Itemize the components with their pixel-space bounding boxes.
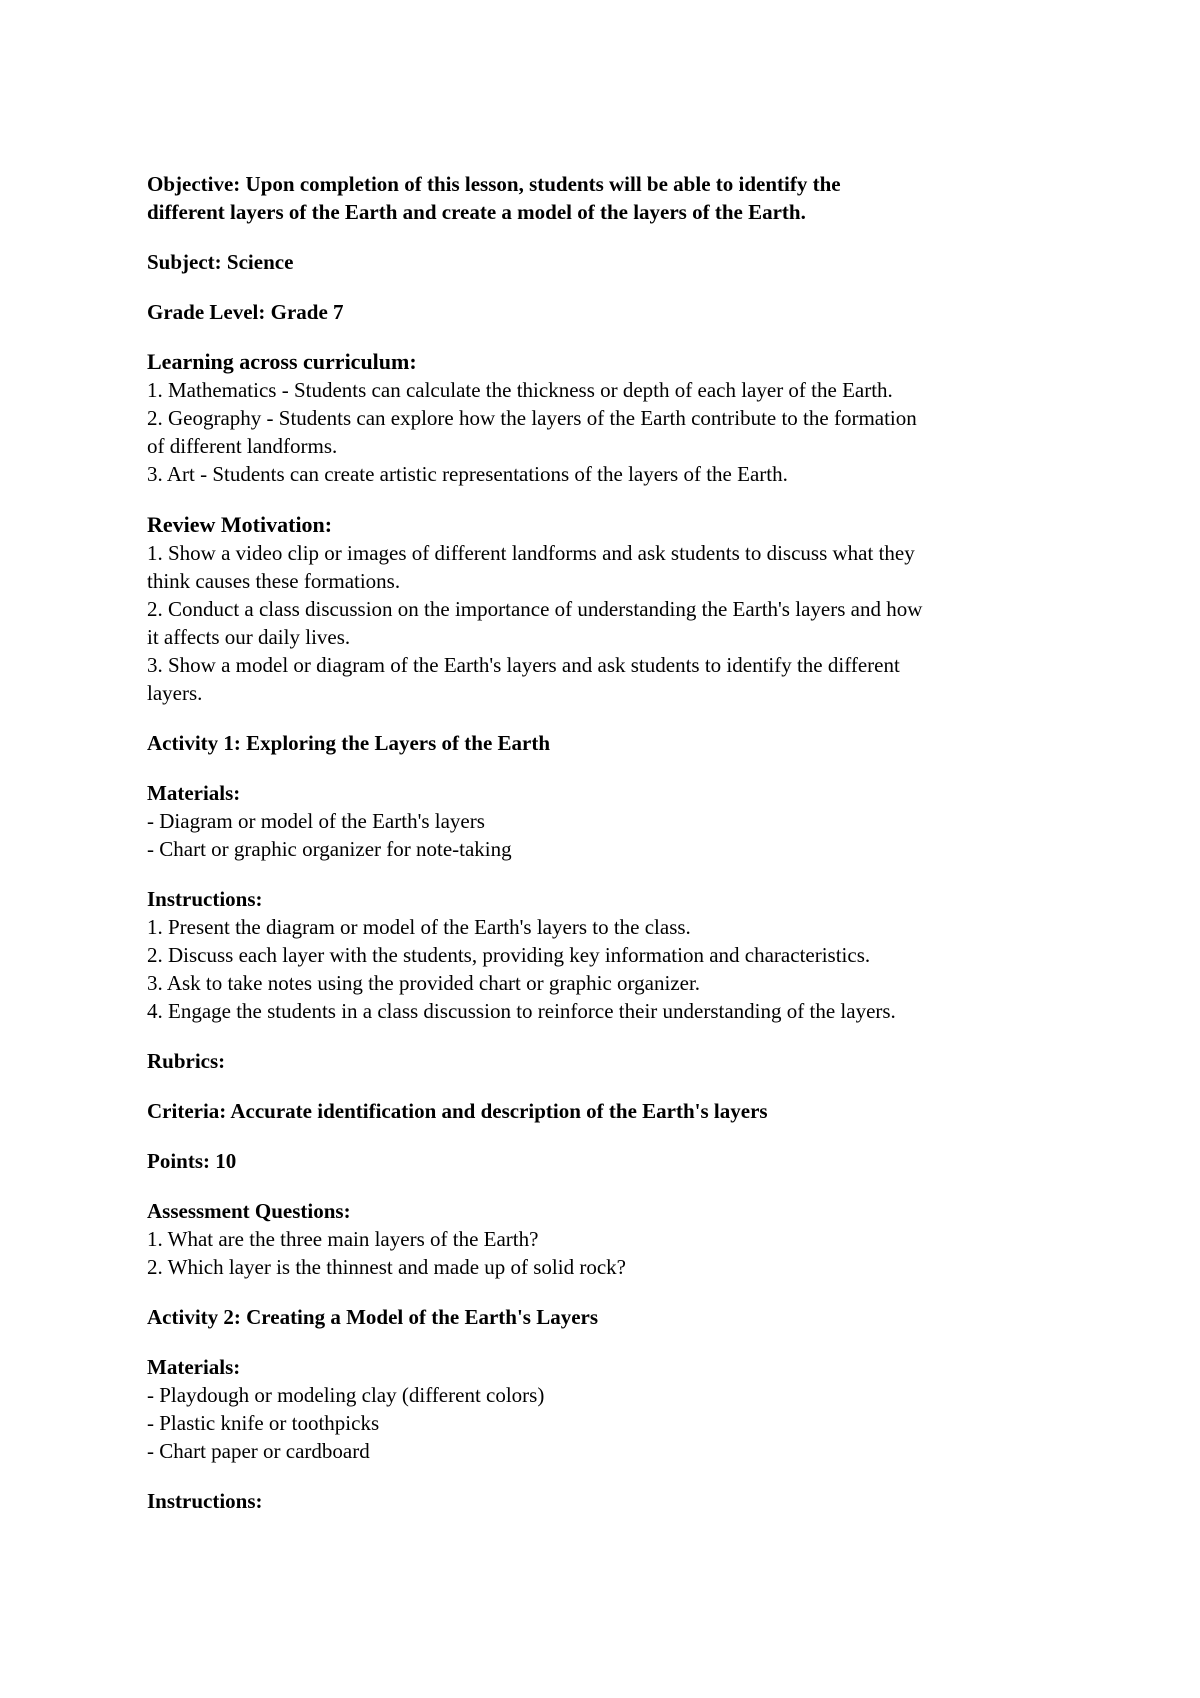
materials-heading: Materials: (147, 781, 241, 805)
materials-item: - Chart paper or cardboard (147, 1439, 370, 1463)
learning-across-curriculum-section (147, 348, 1067, 488)
curriculum-line: 3. Art - Students can create artistic representations of the layers of the Earth. (147, 462, 788, 486)
instruction-item: 4. Engage the students in a class discussion to reinforce their understanding of the layers. (147, 999, 896, 1023)
activity-1-materials (147, 779, 1067, 863)
materials-item: - Playdough or modeling clay (different colors) (147, 1383, 545, 1407)
instruction-item: 1. Present the diagram or model of the Earth's layers to the class. (147, 915, 691, 939)
review-line: think causes these formations. (147, 569, 401, 593)
activity-2-materials (147, 1353, 1067, 1465)
review-line: 1. Show a video clip or images of different landforms and ask students to discuss what they (147, 541, 915, 565)
activity-1-instructions (147, 885, 1067, 1025)
rubrics-heading: Rubrics: (147, 1049, 226, 1073)
review-line: 2. Conduct a class discussion on the importance of understanding the Earth's layers and how (147, 597, 923, 621)
document-page (147, 170, 1067, 1515)
review-line: it affects our daily lives. (147, 625, 351, 649)
assessment-item: 1. What are the three main layers of the Earth? (147, 1227, 539, 1251)
assessment-questions-section (147, 1197, 1067, 1281)
review-line: layers. (147, 681, 203, 705)
criteria-line: Criteria: Accurate identification and description of the Earth's layers (147, 1099, 768, 1123)
assessment-heading: Assessment Questions: (147, 1199, 351, 1223)
instruction-item: 3. Ask to take notes using the provided chart or graphic organizer. (147, 971, 701, 995)
activity-1-title: Activity 1: Exploring the Layers of the Earth (147, 731, 551, 755)
review-line: 3. Show a model or diagram of the Earth's layers and ask students to identify the different (147, 653, 900, 677)
grade-level-line: Grade Level: Grade 7 (147, 300, 344, 324)
assessment-item: 2. Which layer is the thinnest and made up of solid rock? (147, 1255, 626, 1279)
activity-2-title: Activity 2: Creating a Model of the Earth's Layers (147, 1305, 599, 1329)
activity-2-instructions-heading: Instructions: (147, 1489, 263, 1513)
objective-line-1: Objective: Upon completion of this lesson, students will be able to identify the (147, 172, 841, 196)
curriculum-line: 1. Mathematics - Students can calculate the thickness or depth of each layer of the Earth. (147, 378, 893, 402)
objective-line-2: different layers of the Earth and create a model of the layers of the Earth. (147, 200, 806, 224)
review-motivation-heading: Review Motivation: (147, 512, 333, 537)
materials-item: - Chart or graphic organizer for note-taking (147, 837, 512, 861)
objective (147, 170, 1067, 226)
review-motivation-section (147, 511, 1067, 707)
curriculum-line: 2. Geography - Students can explore how the layers of the Earth contribute to the formation (147, 406, 917, 430)
materials-heading: Materials: (147, 1355, 241, 1379)
materials-item: - Diagram or model of the Earth's layers (147, 809, 485, 833)
materials-item: - Plastic knife or toothpicks (147, 1411, 380, 1435)
curriculum-line: of different landforms. (147, 434, 338, 458)
learning-across-curriculum-heading: Learning across curriculum: (147, 349, 417, 374)
subject-line: Subject: Science (147, 250, 294, 274)
instructions-heading: Instructions: (147, 887, 263, 911)
points-line: Points: 10 (147, 1149, 237, 1173)
instruction-item: 2. Discuss each layer with the students, providing key information and characteristics. (147, 943, 871, 967)
